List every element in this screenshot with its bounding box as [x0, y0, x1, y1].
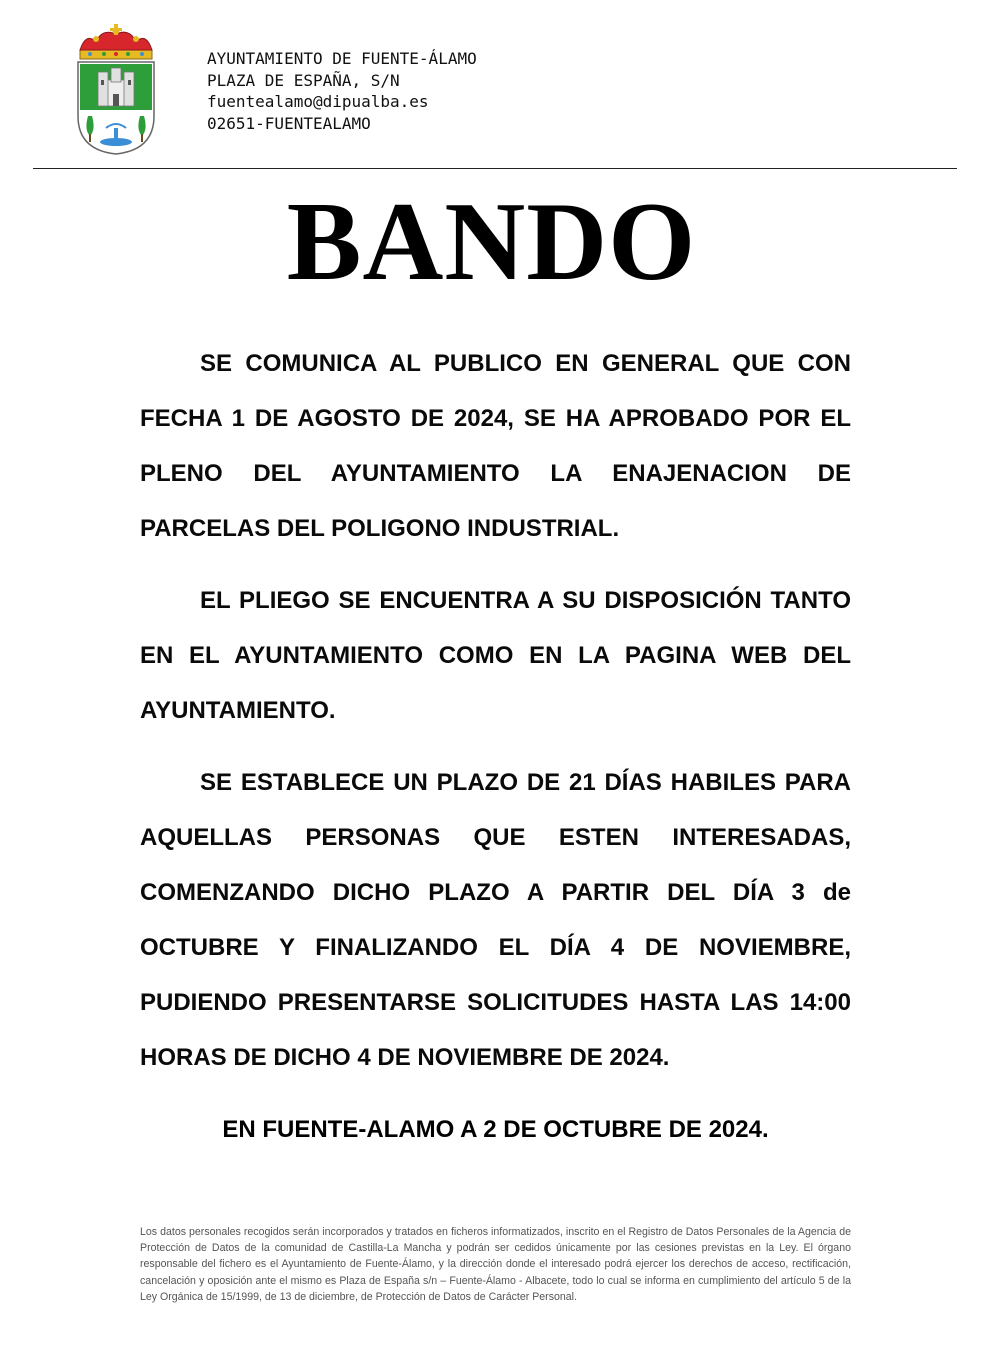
postal-code-city: 02651-FUENTEALAMO: [207, 113, 371, 133]
paragraph-approval: SE COMUNICA AL PUBLICO EN GENERAL QUE CON FECHA 1 DE AGOSTO DE 2024, SE HA APROBADO POR EL PLENO DEL AYUNTAMIENTO LA ENAJENACION DE PARCELAS DEL POLIGONO INDUSTRIAL.: [140, 350, 851, 542]
municipality-name: AYUNTAMIENTO DE FUENTE-ÁLAMO: [207, 49, 477, 68]
paragraph-availability: EL PLIEGO SE ENCUENTRA A SU DISPOSICIÓN TANTO EN EL AYUNTAMIENTO COMO EN LA PAGINA WEB DEL AYUNTAMIENTO.: [140, 587, 851, 724]
letterhead: [0, 0, 983, 175]
municipality-address: [207, 48, 477, 134]
data-protection-notice: Los datos personales recogidos serán incorporados y tratados en ficheros informatizados, inscrito en el Registro de Datos Personales de la Agencia de Protección de Datos de la comunidad de Castilla-La Mancha y podrán ser cedidos únicamente por las cesiones previstas en la Ley. El órgano responsable del fichero es el Ayuntamiento de Fuente-Álamo, y la dirección donde el interesado podrá ejercer los derechos de acceso, rectificación, cancelación y oposición ante el mismo es Plaza de España s/n – Fuente-Álamo - Albacete, todo lo cual se informa en cumplimiento del artículo 5 de la Ley Orgánica de 15/1999, de 13 de diciembre, de Protección de Datos de Carácter Personal.: [140, 1226, 851, 1303]
castle-icon: [98, 68, 134, 106]
coat-of-arms-icon: [72, 24, 160, 156]
paragraph-deadline: SE ESTABLECE UN PLAZO DE 21 DÍAS HABILES PARA AQUELLAS PERSONAS QUE ESTEN INTERESADAS, COMENZANDO DICHO PLAZO A PARTIR DEL DÍA 3 de OCTUBRE Y FINALIZANDO EL DÍA 4 DE NOVIEMBRE, PUDIENDO PRESENTARSE SOLICITUDES HASTA LAS 14:00 HORAS DE DICHO 4 DE NOVIEMBRE DE 2024.: [140, 769, 851, 1071]
header-divider: [33, 168, 957, 169]
email-address: fuentealamo@dipualba.es: [207, 92, 429, 111]
street-address: PLAZA DE ESPAÑA, S/N: [207, 70, 400, 90]
crown-icon: [80, 24, 152, 59]
place-and-date: EN FUENTE-ALAMO A 2 DE OCTUBRE DE 2024.: [222, 1116, 769, 1143]
document-title: BANDO: [286, 180, 697, 304]
